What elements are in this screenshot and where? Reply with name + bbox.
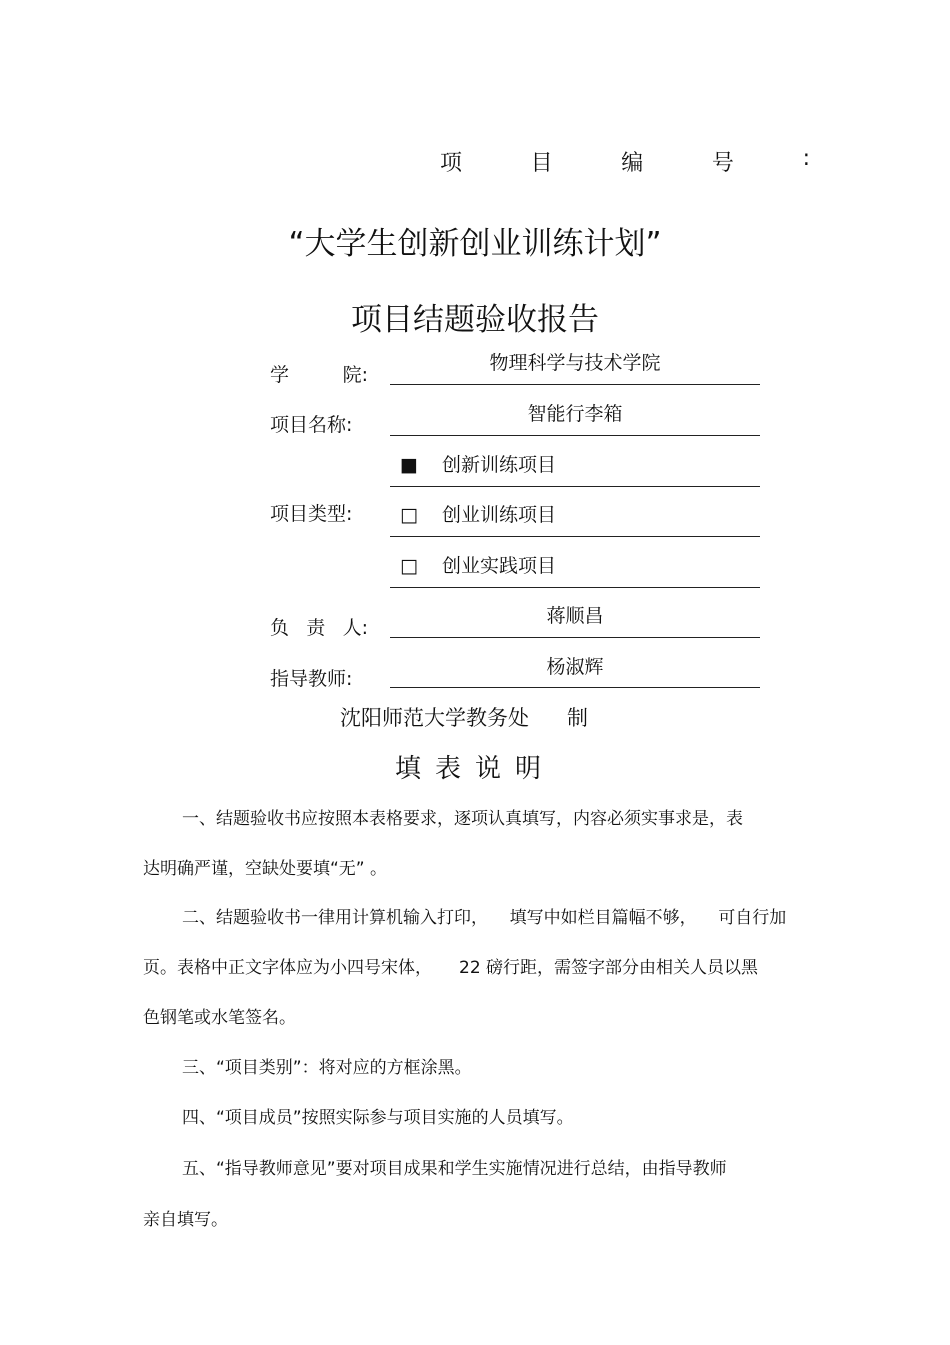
issuer-name: 沈阳师范大学教务处 xyxy=(340,706,529,730)
option-underline xyxy=(390,486,760,487)
document-title: “大学生创新创业训练计划” xyxy=(288,226,662,262)
college-value: 物理科学与技术学院 xyxy=(489,352,661,374)
instruction-line: 四、“项目成员”按照实际参与项目实施的人员填写。 xyxy=(182,1108,574,1128)
project-number-char: 编 xyxy=(621,151,644,176)
instruction-line: 一、结题验收书应按照本表格要求，逐项认真填写，内容必须实事求是，表 xyxy=(182,809,743,829)
project-number-char: 目 xyxy=(530,151,553,176)
option-label: 创业实践项目 xyxy=(442,555,557,577)
issuer-suffix: 制 xyxy=(567,706,588,730)
project-number-char: 项 xyxy=(440,151,463,176)
instruction-line: 三、“项目类别”：将对应的方框涂黑。 xyxy=(182,1058,472,1078)
document-subtitle: 项目结题验收报告 xyxy=(351,302,599,338)
checkbox-filled-icon[interactable]: ■ xyxy=(400,454,418,476)
advisor-value: 杨淑辉 xyxy=(546,656,604,678)
option-underline xyxy=(390,587,760,588)
option-label: 创新训练项目 xyxy=(442,454,557,476)
leader-label: 负 责 人: xyxy=(270,617,368,639)
project-type-label: 项目类型: xyxy=(270,503,353,525)
checkbox-empty-icon[interactable]: □ xyxy=(400,555,418,577)
option-underline xyxy=(390,536,760,537)
project-number-char: : xyxy=(802,146,810,171)
option-label: 创业训练项目 xyxy=(442,504,557,526)
project-number-label xyxy=(440,146,810,177)
instruction-line: 色钢笔或水笔签名。 xyxy=(143,1008,296,1028)
instruction-line: 五、“指导教师意见”要对项目成果和学生实施情况进行总结，由指导教师 xyxy=(182,1159,727,1179)
instruction-line: 二、结题验收书一律用计算机输入打印， 填写中如栏目篇幅不够， 可自行加 xyxy=(182,908,787,928)
advisor-underline xyxy=(390,687,760,688)
college-label: 学 院: xyxy=(270,364,368,386)
project-number-char: 号 xyxy=(711,151,734,176)
checkbox-empty-icon[interactable]: □ xyxy=(400,504,418,526)
project-type-option[interactable] xyxy=(400,450,556,477)
issuer xyxy=(340,702,588,732)
leader-underline xyxy=(390,637,760,638)
advisor-label: 指导教师: xyxy=(270,668,353,690)
instruction-line: 亲自填写。 xyxy=(143,1210,228,1230)
project-name-value: 智能行李箱 xyxy=(527,403,623,425)
instruction-line: 达明确严谨，空缺处要填“无” 。 xyxy=(143,859,388,879)
project-name-underline xyxy=(390,435,760,436)
instructions-title: 填表说明 xyxy=(394,754,555,784)
instruction-line: 页。表格中正文字体应为小四号宋体， 22 磅行距，需签字部分由相关人员以黑 xyxy=(143,958,759,978)
project-name-label: 项目名称: xyxy=(270,414,353,436)
leader-value: 蒋顺昌 xyxy=(546,605,604,627)
college-underline xyxy=(390,384,760,385)
project-type-option[interactable] xyxy=(400,551,556,578)
project-type-option[interactable] xyxy=(400,500,556,527)
